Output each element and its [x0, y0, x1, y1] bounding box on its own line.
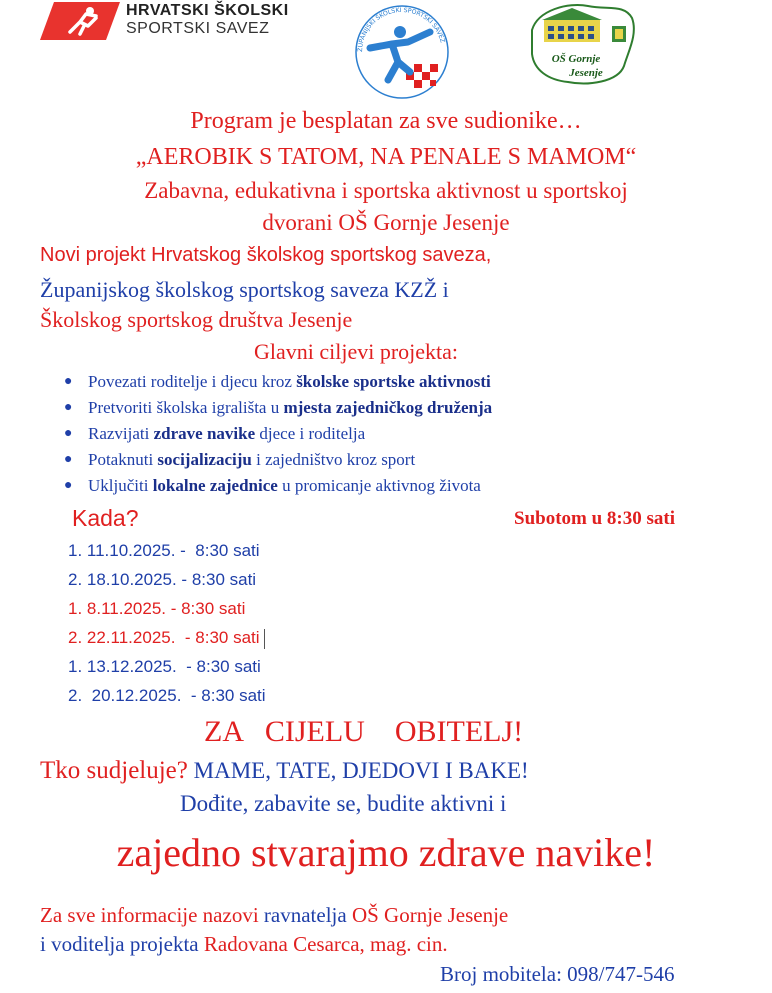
goal-text: Povezati roditelje i djecu kroz — [88, 372, 297, 391]
goal-bold: socijalizaciju — [157, 450, 252, 469]
zss-emblem-text: ŽUPANIJSKI ŠKOLSKI SPORTSKI SAVEZ — [356, 6, 446, 53]
os-logo-line2: Jesenje — [569, 67, 603, 79]
event-description-line2: dvorani OŠ Gornje Jesenje — [262, 210, 510, 235]
goal-item — [62, 447, 492, 473]
project-line3: Školskog sportskog društva Jesenje — [40, 307, 353, 332]
goal-text: Potaknuti — [88, 450, 158, 469]
school-building-icon — [528, 0, 638, 88]
date-text: 1. 13.12.2025. - 8:30 sati — [68, 657, 261, 676]
invite-line: Dođite, zabavite se, budite aktivni i — [180, 791, 507, 816]
goal-bold: lokalne zajednice — [152, 476, 278, 495]
free-program-line: Program je besplatan za sve sudionike… — [190, 108, 582, 134]
hss-runner-icon — [40, 2, 120, 42]
goal-bold: mjesta zajedničkog druženja — [283, 398, 493, 417]
goal-text-end: i zajedništvo kroz sport — [251, 450, 416, 469]
goal-text: Pretvoriti školska igrališta u — [88, 398, 284, 417]
date-text: 1. 11.10.2025. - 8:30 sati — [68, 541, 260, 560]
who-value: MAME, TATE, DJEDOVI I BAKE! — [187, 758, 529, 783]
contact-text: Za sve informacije nazovi — [40, 903, 264, 927]
zss-logo — [352, 2, 452, 102]
os-gornje-jesenje-logo — [528, 0, 638, 88]
who-label: Tko sudjeluje? — [40, 757, 188, 784]
phone-number: Broj mobitela: 098/747-546 — [440, 962, 675, 986]
date-item — [68, 565, 266, 594]
goal-text: Uključiti — [88, 476, 153, 495]
goal-bold: zdrave navike — [153, 424, 256, 443]
contact-line1 — [40, 903, 508, 928]
goal-item — [62, 369, 492, 395]
bullet-icon: ● — [64, 478, 73, 493]
date-item — [68, 652, 266, 681]
date-item — [68, 536, 266, 565]
contact-text: i voditelja projekta — [40, 932, 204, 956]
text-cursor — [264, 629, 265, 649]
project-line2: Županijskog školskog sportskog saveza KZŽ i — [40, 277, 449, 302]
date-item — [68, 623, 266, 652]
contact-school: OŠ Gornje Jesenje — [351, 903, 509, 927]
date-item — [68, 594, 266, 623]
contact-person: Radovana Cesarca, mag. cin. — [203, 932, 448, 956]
date-text: 2. 20.12.2025. - 8:30 sati — [68, 686, 266, 705]
event-title: „AEROBIK S TATOM, NA PENALE S MAMOM“ — [135, 144, 637, 170]
hss-name-line2: SPORTSKI SAVEZ — [126, 20, 270, 37]
slogan: zajedno stvarajmo zdrave navike! — [116, 830, 656, 875]
date-text: 2. 22.11.2025. - 8:30 sati — [68, 628, 260, 647]
goal-item — [62, 395, 492, 421]
goal-text-end: djece i roditelja — [255, 424, 366, 443]
bullet-icon: ● — [64, 426, 73, 441]
dates-list — [68, 536, 266, 710]
contact-line2 — [40, 932, 448, 957]
contact-text-blue: ravnatelja — [263, 903, 352, 927]
date-item — [68, 681, 266, 710]
date-text: 2. 18.10.2025. - 8:30 sati — [68, 570, 257, 589]
goal-item — [62, 421, 492, 447]
goals-title: Glavni ciljevi projekta: — [254, 339, 459, 364]
family-headline: ZA CIJELU OBITELJ! — [204, 715, 524, 748]
goal-text-end: u promicanje aktivnog života — [277, 476, 481, 495]
who-participates — [40, 757, 529, 785]
date-text: 1. 8.11.2025. - 8:30 sati — [68, 599, 246, 618]
when-label: Kada? — [72, 505, 139, 531]
bullet-icon: ● — [64, 374, 73, 389]
schedule-note: Subotom u 8:30 sati — [514, 508, 675, 529]
goal-bold: školske sportske aktivnosti — [296, 372, 491, 391]
goal-item — [62, 473, 492, 499]
bullet-icon: ● — [64, 400, 73, 415]
os-logo-line1: OŠ Gornje — [551, 53, 601, 65]
goals-list — [62, 369, 492, 499]
hss-name-line1: HRVATSKI ŠKOLSKI — [126, 2, 289, 19]
event-description-line1: Zabavna, edukativna i sportska aktivnost u sportskoj — [144, 178, 628, 203]
zss-emblem-icon — [352, 2, 452, 102]
hss-logo — [40, 0, 310, 46]
project-line1: Novi projekt Hrvatskog školskog sportskog saveza, — [40, 244, 492, 266]
bullet-icon: ● — [64, 452, 73, 467]
goal-text: Razvijati — [88, 424, 154, 443]
